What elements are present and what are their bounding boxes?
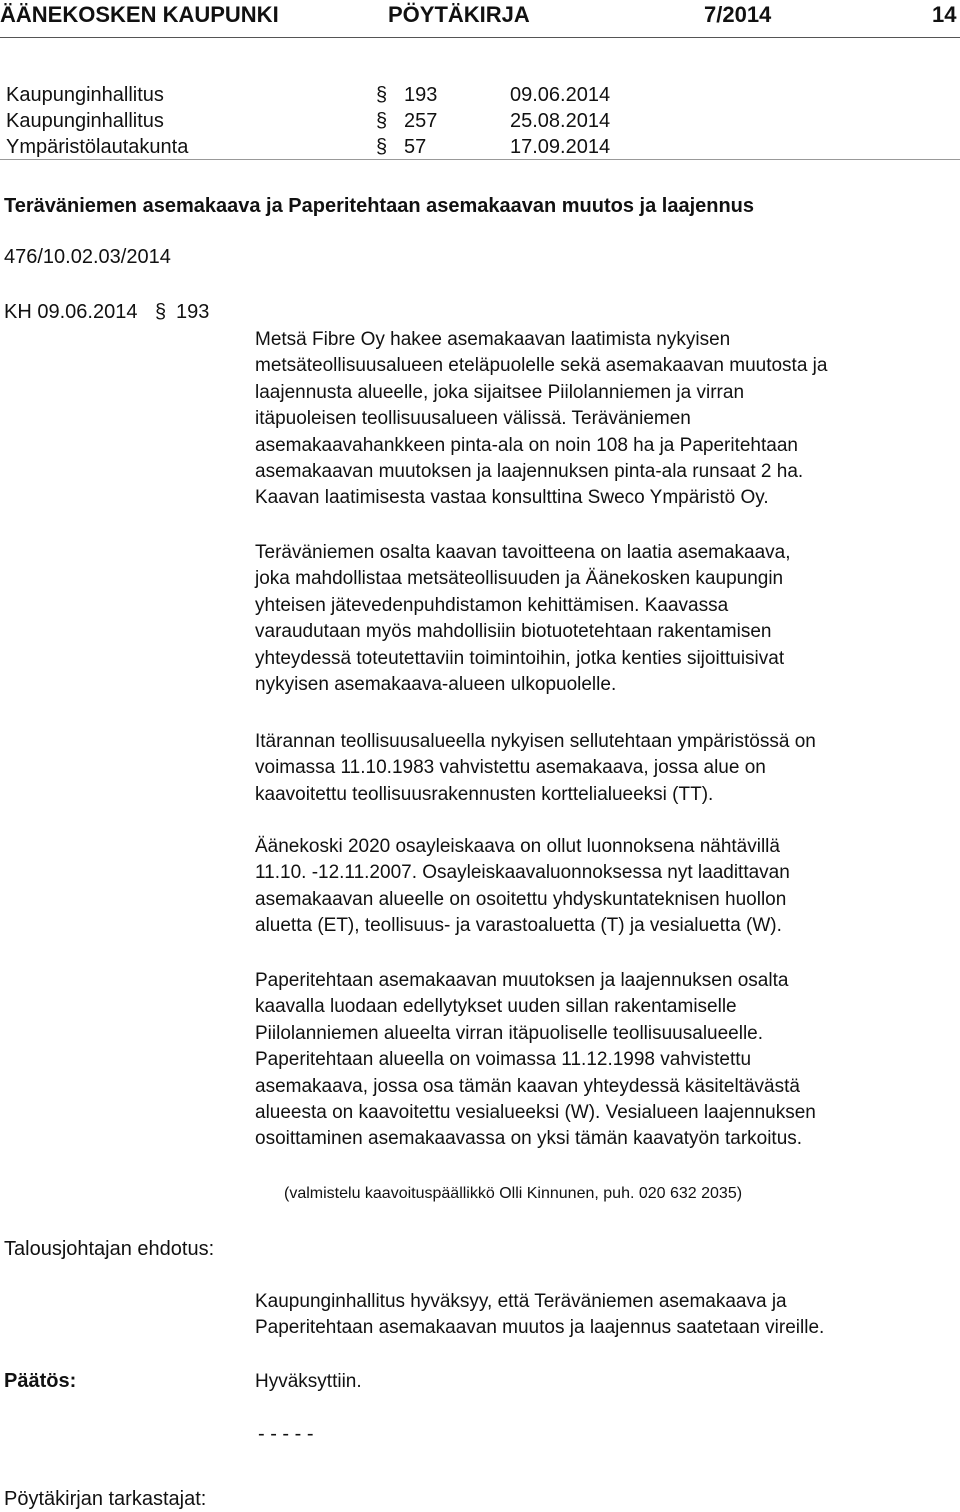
text-line: asemakaavan muutoksen ja laajennuksen pinta-ala runsaat 2 ha. (255, 461, 804, 483)
kh-reference: KH 09.06.2014 (4, 301, 138, 323)
paragraph (255, 327, 955, 512)
text-line: Metsä Fibre Oy hakee asemakaavan laatimista nykyisen (255, 329, 731, 350)
text-line: Äänekoski 2020 osayleiskaava on ollut luonnoksena nähtävillä (255, 836, 780, 857)
decision-text: Hyväksyttiin. (255, 1371, 362, 1392)
text-line: Itärannan teollisuusalueella nykyisen sellutehtaan ympäristössä on (255, 731, 816, 752)
text-line: yhteisen jätevedenpuhdistamon kehittämisen. Kaavassa (255, 594, 729, 616)
document-type: PÖYTÄKIRJA (388, 2, 530, 27)
text-line: joka mahdollistaa metsäteollisuuden ja Äänekosken kaupungin (255, 568, 784, 590)
text-line: Paperitehtaan asemakaavan muutoksen ja laajennuksen osalta (255, 970, 789, 991)
proposal-label: Talousjohtajan ehdotus: (4, 1238, 215, 1260)
meeting-section: 193 (404, 84, 438, 106)
text-line: Teräväniemen osalta kaavan tavoitteena on laatia asemakaava, (255, 542, 791, 563)
text-line: itäpuoleisen teollisuusalueen välissä. Teräväniemen (255, 408, 691, 430)
header-divider (0, 37, 960, 38)
text-line: Piilolanniemen alueelta virran itäpuoliselle teollisuusalueelle. (255, 1022, 764, 1044)
text-line: laajennusta alueelle, joka sijaitsee Piilolanniemen ja virran (255, 381, 745, 403)
meeting-date: 25.08.2014 (510, 110, 611, 132)
section-sign: § (376, 110, 388, 132)
text-line: varaudutaan myös mahdollisiin biotuotetehtaan rakentamisen (255, 621, 772, 643)
meeting-body: Kaupunginhallitus (6, 84, 164, 106)
text-line: Kaavan laatimisesta vastaa konsulttina Sweco Ympäristö Oy. (255, 487, 769, 509)
text-line: Paperitehtaan alueella on voimassa 11.12.1998 vahvistettu (255, 1049, 752, 1071)
proposal-text (255, 1289, 955, 1342)
text-line: osoittaminen asemakaavassa on yksi tämän kaavatyön tarkoitus. (255, 1128, 803, 1150)
text-line: aluetta (ET), teollisuus- ja varastoaluetta (T) ja vesialuetta (W). (255, 915, 782, 937)
page-number: 14 (932, 2, 957, 27)
kh-section: 193 (176, 301, 210, 323)
meeting-section: 257 (404, 110, 438, 132)
meeting-date: 09.06.2014 (510, 84, 611, 106)
city-name: ÄÄNEKOSKEN KAUPUNKI (0, 2, 279, 27)
section-sign: § (376, 136, 388, 158)
minutes-checkers-label: Pöytäkirjan tarkastajat: (4, 1488, 207, 1510)
separator: - - - - - (258, 1423, 314, 1445)
text-line: kaavoitettu teollisuusrakennusten korttelialueeksi (TT). (255, 783, 714, 805)
text-line: metsäteollisuusalueen eteläpuolelle sekä asemakaavan muutosta ja (255, 355, 828, 377)
text-line: nykyisen asemakaava-alueen ulkopuolelle. (255, 674, 617, 696)
reference-number: 476/10.02.03/2014 (4, 246, 171, 268)
paragraph (255, 968, 955, 1153)
paragraph (255, 834, 955, 940)
section-sign: § (155, 301, 167, 323)
meeting-body: Ympäristölautakunta (6, 136, 189, 158)
item-title: Teräväniemen asemakaava ja Paperitehtaan asemakaavan muutos ja laajennus (4, 195, 755, 217)
section-sign: § (376, 84, 388, 106)
meetings-divider (0, 159, 960, 160)
preparer-note: (valmistelu kaavoituspäällikkö Olli Kinnunen, puh. 020 632 2035) (284, 1185, 743, 1202)
text-line: voimassa 11.10.1983 vahvistettu asemakaava, jossa alue on (255, 757, 766, 779)
text-line: asemakaavahankkeen pinta-ala on noin 108 ha ja Paperitehtaan (255, 434, 798, 456)
text-line: kaavalla luodaan edellytykset uuden sillan rakentamiselle (255, 996, 737, 1018)
meeting-section: 57 (404, 136, 427, 158)
text-line: Paperitehtaan asemakaavan muutos ja laajennus saatetaan vireille. (255, 1317, 825, 1339)
meeting-body: Kaupunginhallitus (6, 110, 164, 132)
decision-label: Päätös: (4, 1370, 77, 1392)
meeting-date: 17.09.2014 (510, 136, 611, 158)
text-line: asemakaava, jossa osa tämän kaavan yhteydessä käsiteltävästä (255, 1075, 800, 1097)
text-line: Kaupunginhallitus hyväksyy, että Teräväniemen asemakaava ja (255, 1291, 787, 1312)
text-line: alueesta on kaavoitettu vesialueeksi (W). Vesialueen laajennuksen (255, 1102, 816, 1124)
document-number: 7/2014 (704, 2, 772, 27)
paragraph (255, 540, 955, 698)
text-line: asemakaavan alueelle on osoitettu yhdyskuntateknisen huollon (255, 888, 787, 910)
text-line: 11.10. -12.11.2007. Osayleiskaavaluonnoksessa nyt laadittavan (255, 862, 790, 884)
text-line: yhteydessä toteutettaviin toimintoihin, jotka kenties sijoittuisivat (255, 647, 785, 669)
paragraph (255, 729, 955, 808)
